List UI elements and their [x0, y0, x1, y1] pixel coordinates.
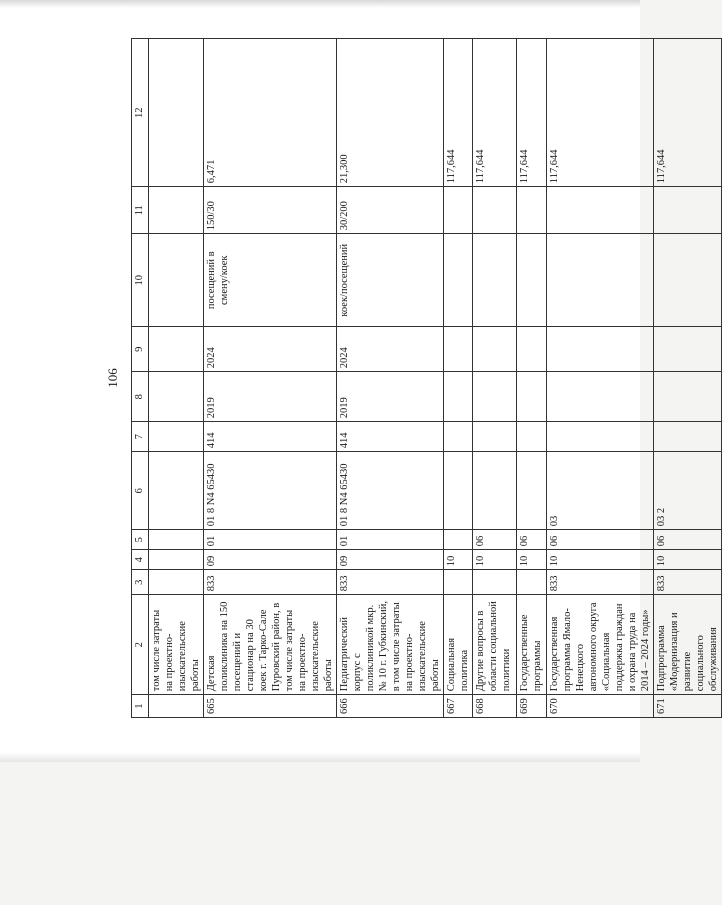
table-cell: Педиатрический корпус с поликлиникой мкр. № 10 г. Губкинский, в том числе затраты на проектно-изыскательские работы	[337, 595, 444, 695]
column-header: 3	[132, 570, 149, 595]
table-cell: том числе затраты на проектно-изыскательские работы	[149, 595, 204, 695]
table-row	[337, 39, 444, 718]
table-cell: 01 8 N4 65430	[337, 452, 444, 530]
table-cell: 09	[204, 550, 337, 570]
table-cell	[654, 422, 722, 452]
table-cell	[444, 327, 473, 372]
table-cell	[654, 327, 722, 372]
table-cell	[517, 327, 547, 372]
table-cell: 117,644	[444, 39, 473, 187]
table-cell: Подпрограмма «Модернизация и развитие социального обслуживания	[654, 595, 722, 695]
table-cell	[444, 234, 473, 327]
table-cell: 03	[547, 452, 654, 530]
table-row	[444, 39, 473, 718]
table-cell	[149, 570, 204, 595]
column-header: 8	[132, 372, 149, 422]
table-cell: 2024	[204, 327, 337, 372]
table-cell: 01 8 N4 65430	[204, 452, 337, 530]
table-cell	[473, 452, 517, 530]
table-cell: Социальная политика	[444, 595, 473, 695]
table-cell	[149, 187, 204, 234]
table-cell: 2019	[337, 372, 444, 422]
table-cell: 01	[337, 530, 444, 550]
table-cell: 6,471	[204, 39, 337, 187]
table-cell: посещений в смену/коек	[204, 234, 337, 327]
table-cell: 666	[337, 695, 444, 718]
table-cell	[444, 372, 473, 422]
table-cell	[149, 695, 204, 718]
table-cell	[473, 570, 517, 595]
table-cell: 665	[204, 695, 337, 718]
column-header: 7	[132, 422, 149, 452]
table-cell: 10	[654, 550, 722, 570]
table-cell	[517, 234, 547, 327]
table-cell	[547, 234, 654, 327]
table-cell: 668	[473, 695, 517, 718]
column-header: 2	[132, 595, 149, 695]
table-cell	[517, 187, 547, 234]
table-header-row	[132, 39, 149, 718]
table-row	[149, 39, 204, 718]
column-header: 12	[132, 39, 149, 187]
table-row	[204, 39, 337, 718]
table-cell: Другие вопросы в области социальной политики	[473, 595, 517, 695]
table-cell	[473, 327, 517, 372]
table-cell	[654, 187, 722, 234]
table-cell	[444, 187, 473, 234]
table-cell	[149, 452, 204, 530]
table-cell: 667	[444, 695, 473, 718]
table-cell	[517, 570, 547, 595]
table-cell: 833	[337, 570, 444, 595]
rotated-document	[105, 38, 719, 718]
table-cell	[149, 550, 204, 570]
table-cell: коек/посещений	[337, 234, 444, 327]
table-cell	[547, 327, 654, 372]
table-cell: 117,644	[473, 39, 517, 187]
table-cell	[473, 372, 517, 422]
column-header: 11	[132, 187, 149, 234]
table-cell	[547, 422, 654, 452]
table-cell	[444, 452, 473, 530]
table-cell: 833	[547, 570, 654, 595]
table-cell: 01	[204, 530, 337, 550]
table-cell: 833	[204, 570, 337, 595]
table-row	[517, 39, 547, 718]
table-cell: 671	[654, 695, 722, 718]
table-cell	[654, 372, 722, 422]
column-header: 9	[132, 327, 149, 372]
table-row	[654, 39, 722, 718]
column-header: 6	[132, 452, 149, 530]
table-row	[473, 39, 517, 718]
table-cell	[444, 530, 473, 550]
table-cell: 117,644	[654, 39, 722, 187]
table-cell: 2019	[204, 372, 337, 422]
table-cell: 117,644	[547, 39, 654, 187]
table-cell	[517, 422, 547, 452]
column-header: 4	[132, 550, 149, 570]
table-cell	[444, 570, 473, 595]
table-cell	[517, 372, 547, 422]
table-cell	[444, 422, 473, 452]
table-cell	[473, 234, 517, 327]
table-cell: 09	[337, 550, 444, 570]
column-header: 10	[132, 234, 149, 327]
table-cell: 10	[547, 550, 654, 570]
table-cell	[473, 422, 517, 452]
table-cell	[473, 187, 517, 234]
table-cell	[149, 422, 204, 452]
table-cell: 06	[547, 530, 654, 550]
table-cell: 414	[337, 422, 444, 452]
table-cell: 30/200	[337, 187, 444, 234]
table-cell	[547, 187, 654, 234]
table-cell: 06	[473, 530, 517, 550]
table-cell: Государственная программа Ямало-Ненецкого автономного округа «Социальная поддержка граждан и охрана труда на 2014 – 2024 годы»	[547, 595, 654, 695]
table-cell: 414	[204, 422, 337, 452]
table-cell	[149, 39, 204, 187]
table-cell: 117,644	[517, 39, 547, 187]
table-cell: 2024	[337, 327, 444, 372]
table-cell	[149, 372, 204, 422]
table-cell: 06	[654, 530, 722, 550]
table-cell: 10	[473, 550, 517, 570]
scan-edge-bottom	[0, 752, 640, 762]
table-cell: 669	[517, 695, 547, 718]
table-cell: 06	[517, 530, 547, 550]
table-cell: 150/30	[204, 187, 337, 234]
budget-table	[131, 38, 722, 718]
table-cell	[149, 234, 204, 327]
table-cell: 670	[547, 695, 654, 718]
column-header: 1	[132, 695, 149, 718]
table-cell: 10	[517, 550, 547, 570]
scan-edge-top	[0, 0, 640, 8]
table-cell: 10	[444, 550, 473, 570]
page-number: 106	[105, 368, 120, 388]
table-cell: Государственные программы	[517, 595, 547, 695]
table-cell	[654, 234, 722, 327]
table-cell: Детская поликлиника на 150 посещений и стационар на 30 коек г. Тарко-Сале Пуровский район, в том числе затраты на проектно-изыскательские работы	[204, 595, 337, 695]
table-cell	[517, 452, 547, 530]
table-cell	[149, 530, 204, 550]
table-cell: 03 2	[654, 452, 722, 530]
table-cell: 833	[654, 570, 722, 595]
table-cell: 21,300	[337, 39, 444, 187]
table-cell	[547, 372, 654, 422]
table-row	[547, 39, 654, 718]
column-header: 5	[132, 530, 149, 550]
table-cell	[149, 327, 204, 372]
